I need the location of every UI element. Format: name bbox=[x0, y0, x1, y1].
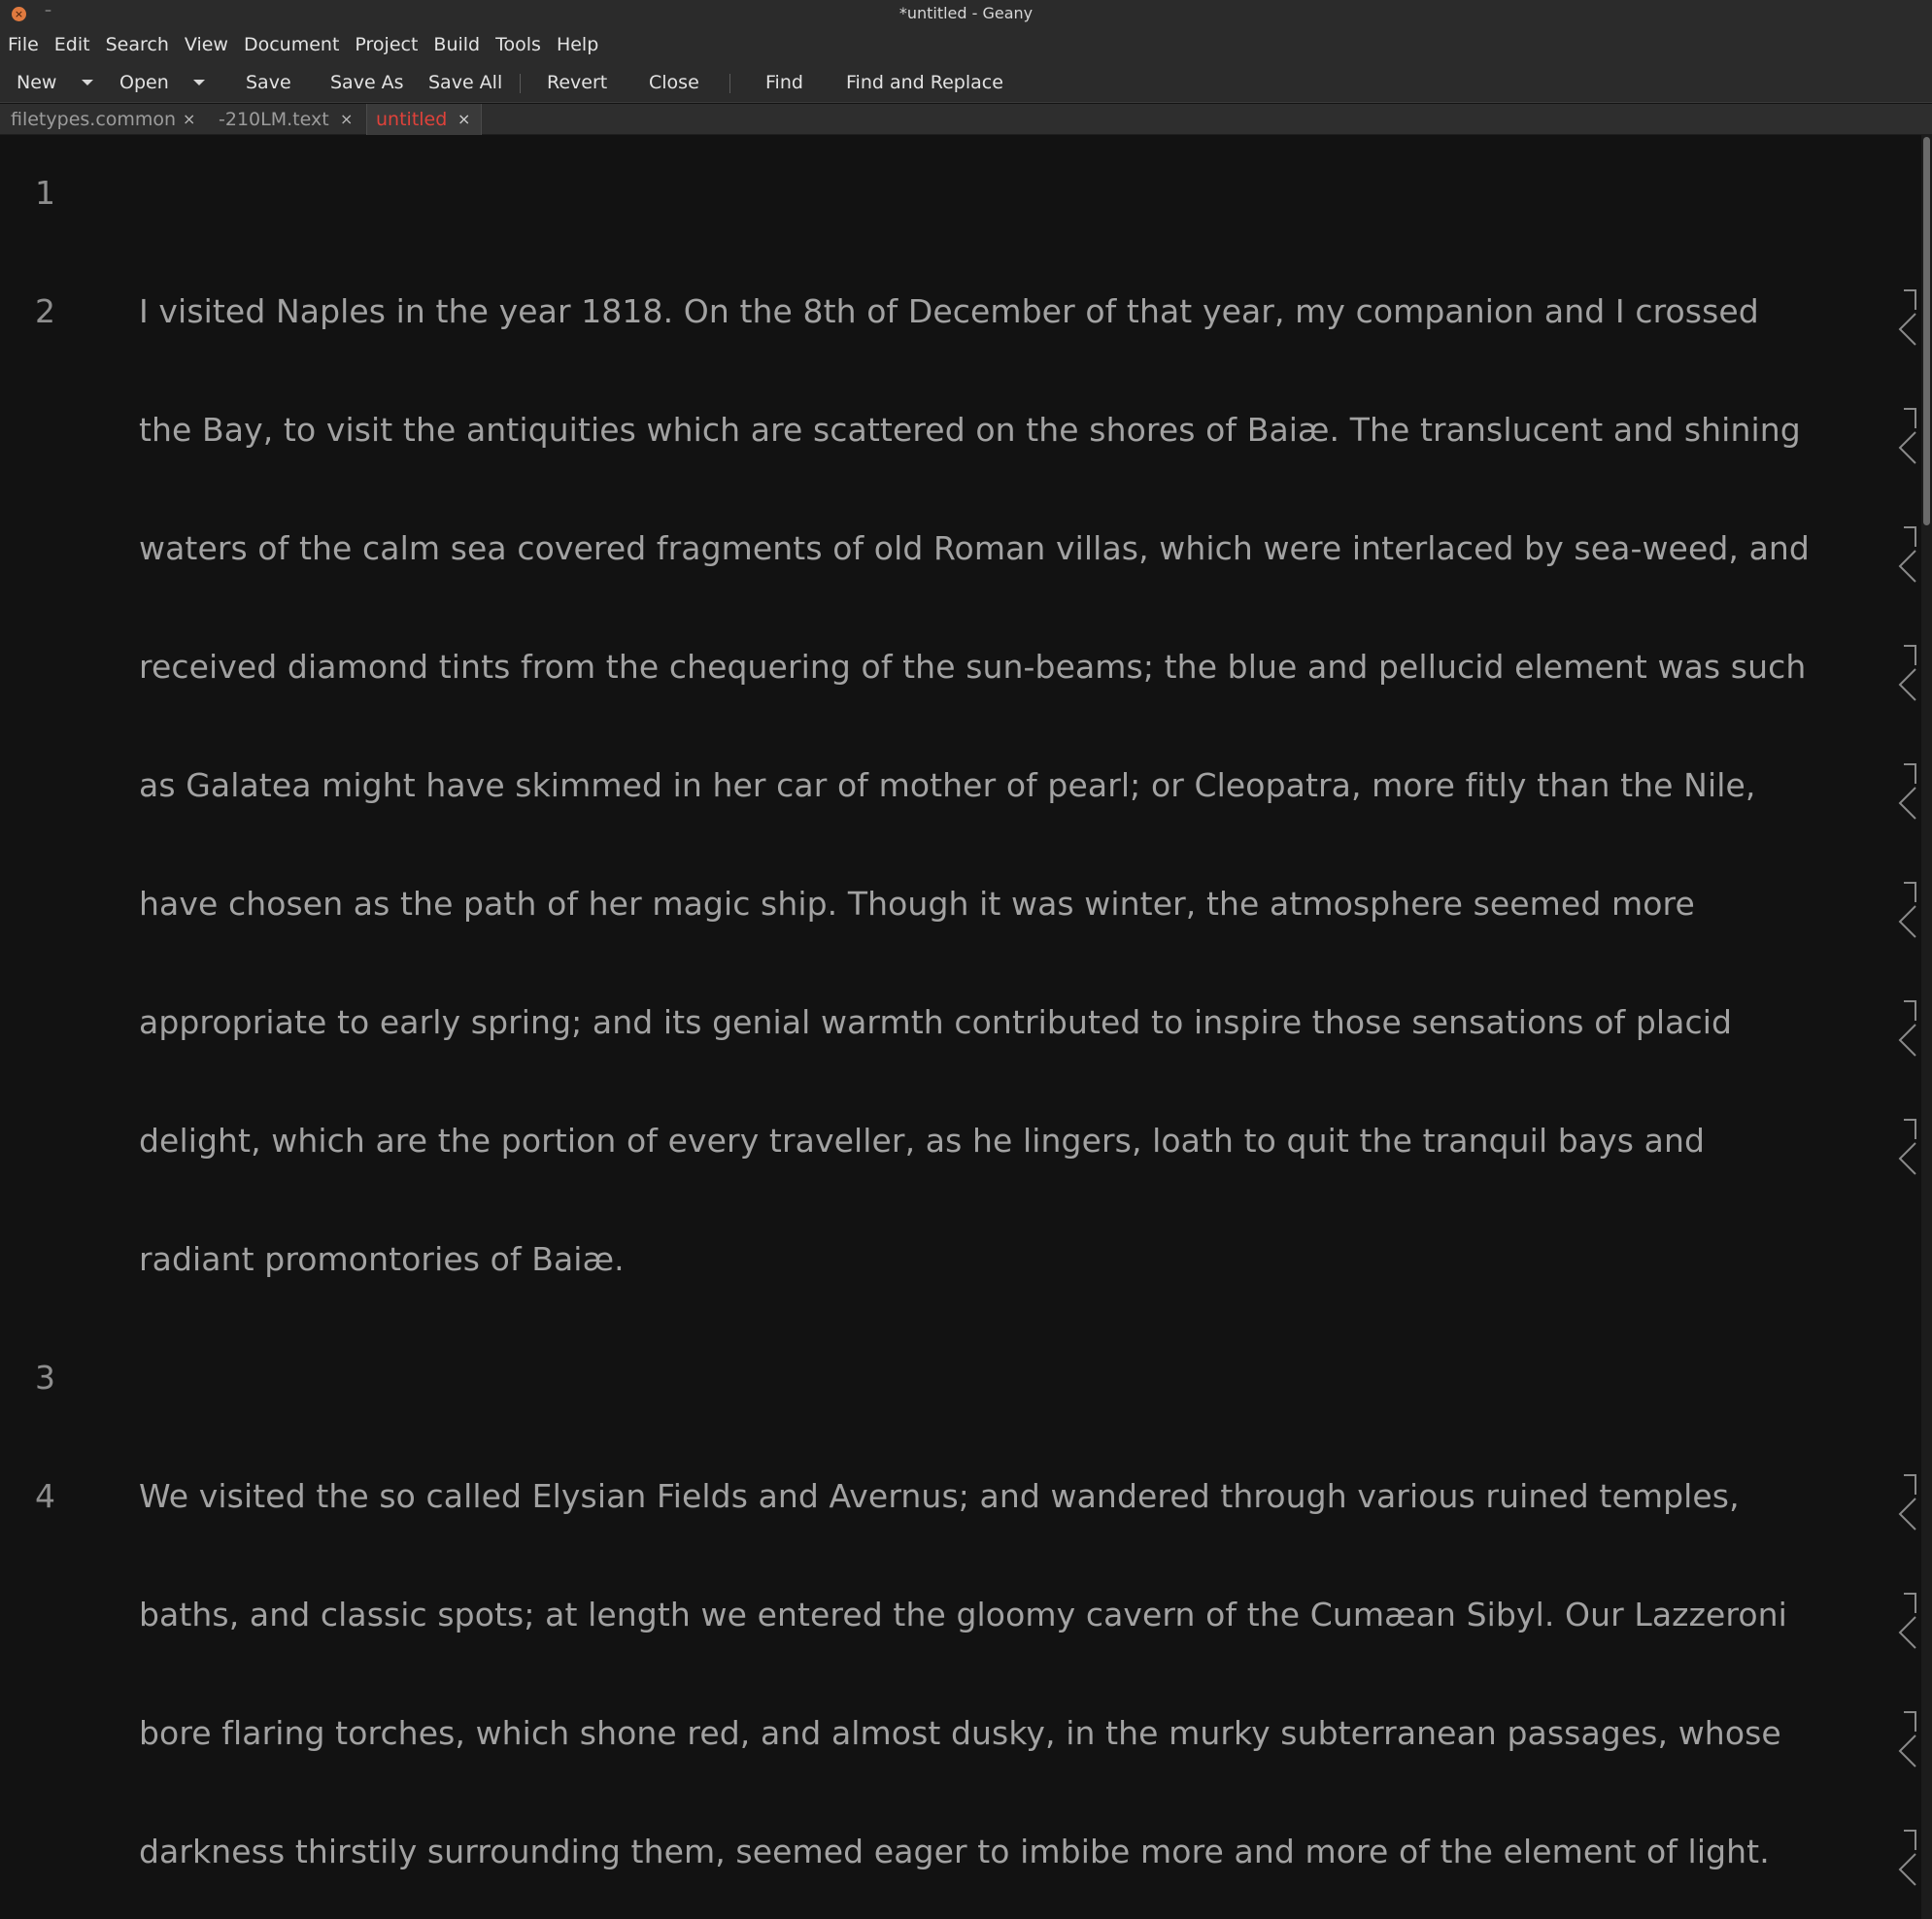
line-number: 1 bbox=[35, 174, 55, 212]
text-line: delight, which are the portion of every traveller, as he lingers, loath to quit the tranquil bays and bbox=[139, 1122, 1706, 1160]
wrap-arrow-icon bbox=[1896, 525, 1919, 584]
text-line: I visited Naples in the year 1818. On the 8th of December of that year, my companion and I crossed bbox=[139, 292, 1759, 330]
window-minimize-icon[interactable]: – bbox=[45, 3, 51, 18]
menu-search[interactable]: Search bbox=[105, 34, 169, 55]
wrap-arrow-icon bbox=[1896, 1710, 1919, 1768]
line-number: 3 bbox=[35, 1359, 55, 1397]
text-line: received diamond tints from the chequering of the sun-beams; the blue and pellucid element was such bbox=[139, 648, 1807, 686]
wrap-arrow-icon bbox=[1896, 1829, 1919, 1887]
tab-label: untitled bbox=[376, 109, 448, 130]
text-line: the Bay, to visit the antiquities which are scattered on the shores of Baiæ. The translucent and shining bbox=[139, 411, 1801, 449]
text-line: appropriate to early spring; and its genial warmth contributed to inspire those sensations of placid bbox=[139, 1003, 1733, 1041]
menu-file[interactable]: File bbox=[8, 34, 39, 55]
save-button[interactable]: Save bbox=[246, 72, 291, 93]
text-line: as Galatea might have skimmed in her car of mother of pearl; or Cleopatra, more fitly than the Nile, bbox=[139, 766, 1756, 804]
wrap-arrow-icon bbox=[1896, 1118, 1919, 1176]
wrap-arrow-icon bbox=[1896, 1592, 1919, 1650]
tab-close-icon[interactable]: × bbox=[340, 110, 354, 128]
text-line: darkness thirstily surrounding them, seemed eager to imbibe more and more of the element of light. bbox=[139, 1833, 1770, 1870]
tab-close-icon[interactable]: × bbox=[458, 110, 471, 128]
text-line: We visited the so called Elysian Fields and Avernus; and wandered through various ruined temples, bbox=[139, 1477, 1740, 1515]
new-button[interactable]: New bbox=[17, 72, 57, 93]
wrap-arrow-icon bbox=[1896, 407, 1919, 465]
wrap-arrow-icon bbox=[1896, 999, 1919, 1058]
menu-project[interactable]: Project bbox=[355, 34, 419, 55]
tab-bar bbox=[0, 104, 1932, 135]
menu-bar bbox=[0, 27, 1932, 62]
wrap-arrow-icon bbox=[1896, 881, 1919, 939]
menu-view[interactable]: View bbox=[184, 34, 228, 55]
wrap-arrow-icon bbox=[1896, 288, 1919, 347]
find-button[interactable]: Find bbox=[765, 72, 803, 93]
menu-edit[interactable]: Edit bbox=[53, 34, 90, 55]
wrap-arrow-icon bbox=[1896, 644, 1919, 702]
tab-210lm-text[interactable] bbox=[204, 104, 364, 135]
new-dropdown-icon[interactable] bbox=[78, 62, 97, 103]
wrap-arrow-icon bbox=[1896, 1473, 1919, 1532]
text-line: bore flaring torches, which shone red, and almost dusky, in the murky subterranean passages, whose bbox=[139, 1714, 1781, 1752]
menu-document[interactable]: Document bbox=[243, 34, 340, 55]
save-all-button[interactable]: Save All bbox=[428, 72, 503, 93]
save-as-button[interactable]: Save As bbox=[330, 72, 404, 93]
vertical-scrollbar[interactable] bbox=[1921, 135, 1932, 1919]
menu-help[interactable]: Help bbox=[556, 34, 599, 55]
text-line: have chosen as the path of her magic ship. Though it was winter, the atmosphere seemed more bbox=[139, 885, 1695, 923]
title-bar bbox=[0, 0, 1932, 27]
tab-close-icon[interactable]: × bbox=[183, 110, 196, 128]
scrollbar-thumb[interactable] bbox=[1923, 137, 1930, 525]
text-line: baths, and classic spots; at length we entered the gloomy cavern of the Cumæan Sibyl. Our Lazzeroni bbox=[139, 1596, 1787, 1633]
revert-button[interactable]: Revert bbox=[547, 72, 608, 93]
text-line: waters of the calm sea covered fragments of old Roman villas, which were interlaced by sea-weed, and bbox=[139, 529, 1810, 567]
menu-build[interactable]: Build bbox=[433, 34, 481, 55]
open-button[interactable]: Open bbox=[119, 72, 169, 93]
tab-label: -210LM.text bbox=[219, 109, 329, 130]
editor-area[interactable] bbox=[0, 135, 1921, 1919]
tab-untitled[interactable] bbox=[366, 104, 482, 135]
window-close-icon[interactable]: × bbox=[12, 7, 26, 21]
line-number: 2 bbox=[35, 292, 55, 330]
tab-filetypes-common[interactable] bbox=[0, 104, 204, 135]
menu-tools[interactable]: Tools bbox=[495, 34, 541, 55]
open-dropdown-icon[interactable] bbox=[189, 62, 209, 103]
wrap-arrow-icon bbox=[1896, 762, 1919, 821]
tab-label: filetypes.common bbox=[11, 109, 177, 130]
find-and-replace-button[interactable]: Find and Replace bbox=[846, 72, 1003, 93]
toolbar bbox=[0, 62, 1932, 103]
window-title: *untitled - Geany bbox=[898, 4, 1034, 22]
line-number: 4 bbox=[35, 1477, 55, 1515]
text-line: radiant promontories of Baiæ. bbox=[139, 1240, 625, 1278]
close-button[interactable]: Close bbox=[649, 72, 699, 93]
toolbar-separator bbox=[520, 74, 521, 93]
toolbar-separator bbox=[729, 74, 730, 93]
